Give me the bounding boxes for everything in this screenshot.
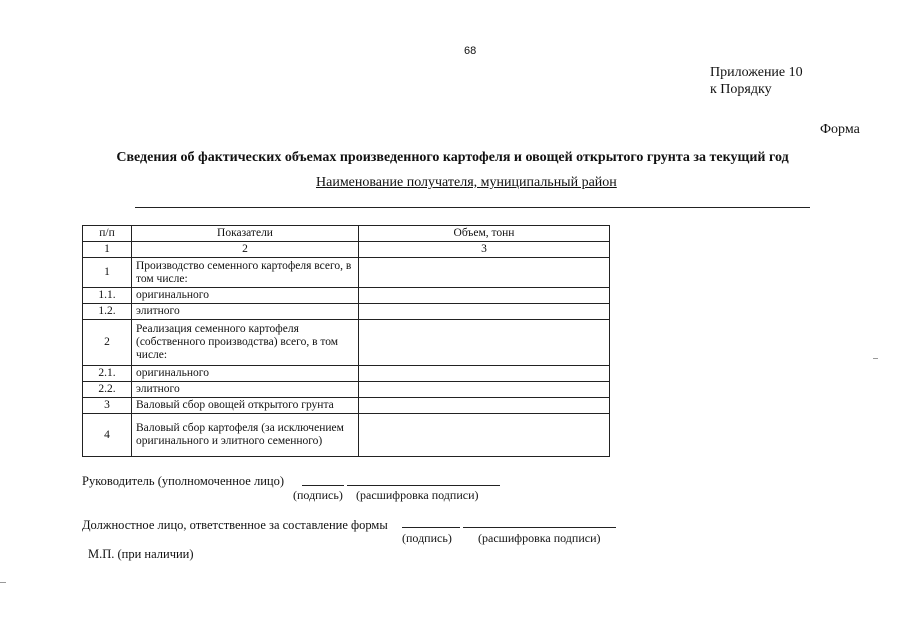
- recipient-name-line: [135, 207, 810, 208]
- head-signature-label: Руководитель (уполномоченное лицо): [82, 474, 285, 488]
- row-num: 2.2.: [83, 382, 132, 398]
- volumes-table: [82, 225, 610, 457]
- row-num: 2: [83, 320, 132, 366]
- row-value: [359, 288, 610, 304]
- row-label: элитного: [132, 382, 359, 398]
- table-row: [83, 304, 610, 320]
- row-value: [359, 304, 610, 320]
- stamp-label: М.П. (при наличии): [88, 547, 194, 561]
- row-value: [359, 366, 610, 382]
- header-num: п/п: [83, 226, 132, 242]
- row-label: Производство семенного картофеля всего, в том числе:: [132, 258, 359, 288]
- row-value: [359, 398, 610, 414]
- header-volume: Объем, тонн: [359, 226, 610, 242]
- row-label: Реализация семенного картофеля (собственного производства) всего, в том числе:: [132, 320, 359, 366]
- table-row: [83, 382, 610, 398]
- row-label: элитного: [132, 304, 359, 320]
- page-number: 68: [464, 45, 477, 57]
- colnum-3: 3: [359, 242, 610, 258]
- table-colnum-row: [83, 242, 610, 258]
- row-value: [359, 414, 610, 457]
- row-value: [359, 382, 610, 398]
- row-label: Валовый сбор картофеля (за исключением оригинального и элитного семенного): [132, 414, 359, 457]
- scan-mark-left: [0, 582, 6, 583]
- document-title: Сведения об фактических объемах произведенного картофеля и овощей открытого грунта за текущий год: [116, 150, 789, 165]
- table-row: [83, 366, 610, 382]
- table-row: [83, 398, 610, 414]
- appendix-line-1: Приложение 10: [710, 65, 803, 80]
- appendix-line-2: к Порядку: [710, 82, 772, 97]
- official-signature-line: [402, 527, 460, 528]
- row-num: 2.1.: [83, 366, 132, 382]
- official-decode-caption: (расшифровка подписи): [478, 531, 601, 545]
- official-decode-line: [463, 527, 616, 528]
- row-label: Валовый сбор овощей открытого грунта: [132, 398, 359, 414]
- table-row: [83, 288, 610, 304]
- scan-mark-right: [873, 358, 878, 359]
- row-label: оригинального: [132, 366, 359, 382]
- row-num: 1: [83, 258, 132, 288]
- table-row: [83, 320, 610, 366]
- head-decode-line: [347, 485, 500, 486]
- colnum-1: 1: [83, 242, 132, 258]
- row-num: 1.2.: [83, 304, 132, 320]
- header-indicators: Показатели: [132, 226, 359, 242]
- official-sign-caption: (подпись): [402, 531, 452, 545]
- row-num: 4: [83, 414, 132, 457]
- row-value: [359, 320, 610, 366]
- row-label: оригинального: [132, 288, 359, 304]
- head-decode-caption: (расшифровка подписи): [356, 488, 479, 502]
- form-label: Форма: [820, 122, 860, 137]
- table-row: [83, 414, 610, 457]
- colnum-2: 2: [132, 242, 359, 258]
- recipient-subtitle: Наименование получателя, муниципальный район: [316, 175, 617, 190]
- table-header-row: [83, 226, 610, 242]
- head-signature-line: [302, 485, 344, 486]
- table-row: [83, 258, 610, 288]
- row-value: [359, 258, 610, 288]
- row-num: 3: [83, 398, 132, 414]
- head-sign-caption: (подпись): [293, 488, 343, 502]
- row-num: 1.1.: [83, 288, 132, 304]
- official-signature-label: Должностное лицо, ответственное за составление формы: [82, 518, 388, 532]
